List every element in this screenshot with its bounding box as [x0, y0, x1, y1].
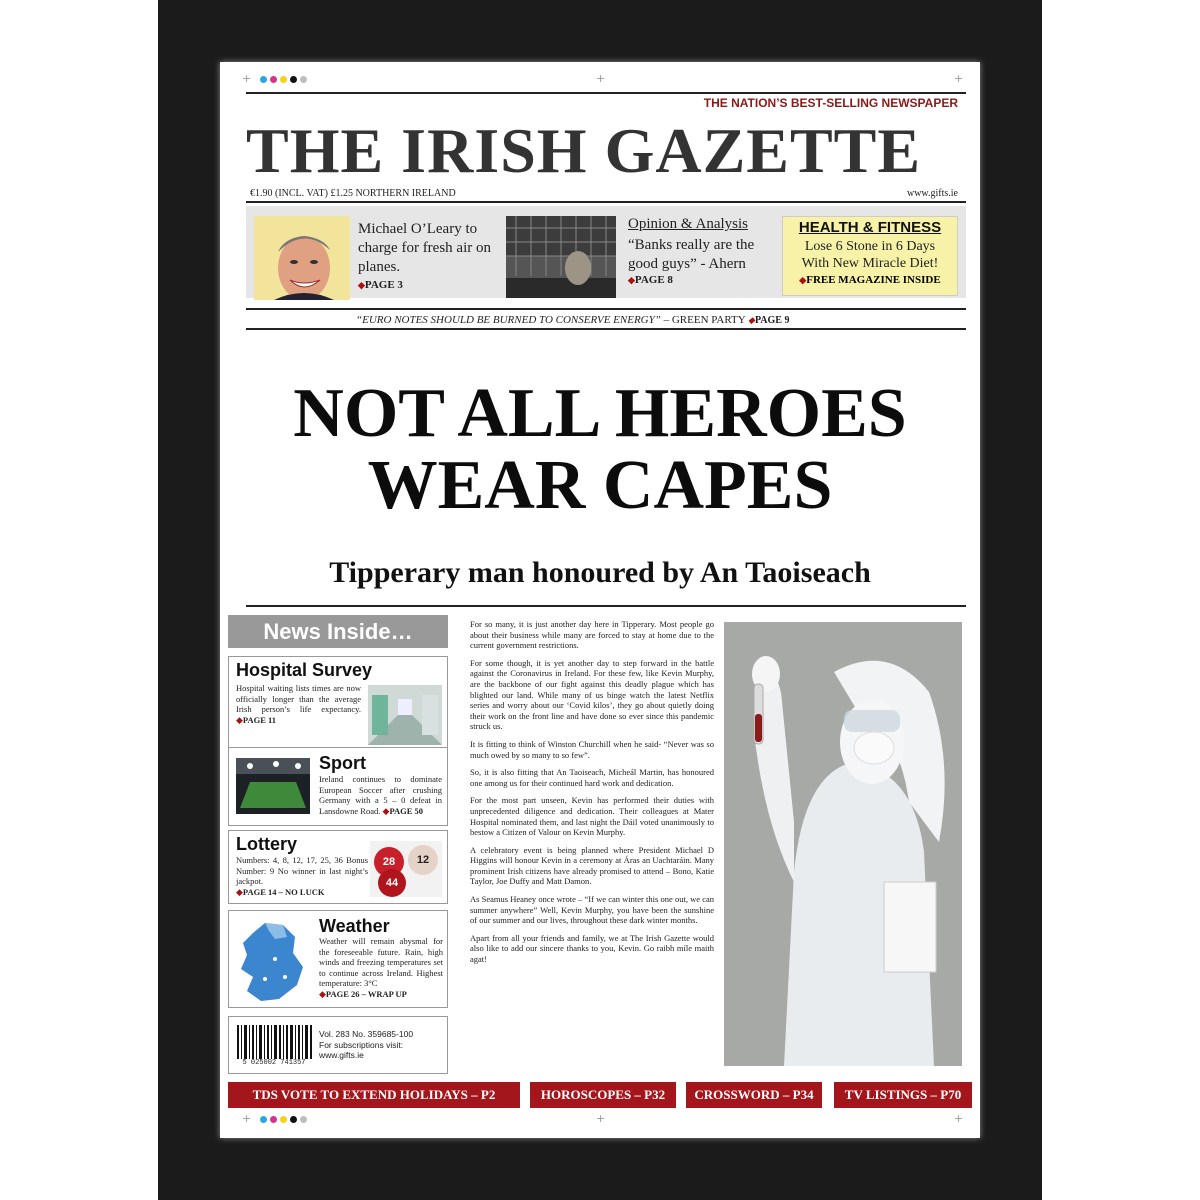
main-headline: NOT ALL HEROES WEAR CAPES [293, 375, 907, 524]
quote-bar: “EURO NOTES SHOULD BE BURNED TO CONSERVE ENERGY” – GREEN PARTY ◆PAGE 9 [356, 314, 790, 326]
page-ref: ◆PAGE 8 [628, 274, 673, 286]
article-paragraph: For so many, it is just another day here in Tipperary. Most people go about their business while many are forced to stay at home due to the current government restrictions. [470, 619, 714, 651]
tagline: THE NATION’S BEST-SELLING NEWSPAPER [703, 96, 958, 110]
article-paragraph: As Seamus Heaney once wrote – “If we can winter this one out, we can summer anywhere” Well, Kevin Murphy, you have been the sunshine of our summer and our lives, throughout these dark winter months. [470, 894, 714, 926]
footer-tag: CROSSWORD – P34 [686, 1082, 822, 1108]
registration-dots [260, 1116, 307, 1123]
scientist-photo [724, 622, 962, 1066]
registration-dot [300, 1116, 307, 1123]
registration-dots [260, 76, 307, 83]
crop-mark-icon: + [954, 72, 964, 85]
teaser-text: Michael O’Leary to charge for fresh air on planes. [358, 221, 491, 275]
registration-dot [260, 76, 267, 83]
divider [246, 308, 966, 310]
box-text: Hospital waiting lists times are now officially longer than the average Irish person’s life expectancy. ◆PAGE 11 [236, 683, 361, 725]
hospital-photo [368, 685, 442, 745]
lottery-photo [370, 841, 442, 897]
box-text: Ireland continues to dominate European Soccer after crushing Germany with a 5 – 0 defeat in Lansdowne Road. ◆PAGE 50 [319, 774, 442, 816]
subscription-info: Vol. 283 No. 359685-100 For subscriptions visit: www.gifts.ie [319, 1029, 414, 1060]
article-body [470, 619, 714, 972]
teaser-bar [246, 206, 966, 298]
teaser-heading: HEALTH & FITNESS [798, 219, 942, 236]
article-paragraph: For some though, it is yet another day to step forward in the battle against the Coronavirus in Ireland. For these few, like Kevin Murphy, are the backbone of our fight against this deadly plague which has blighted our land. While many of us binge watch the latest Netflix series and worry about our ‘Covid kilos’, they go about quietly doing their work on the front line and have done so ever since this pandemic struck us. [470, 657, 714, 732]
box-title: Hospital Survey [236, 660, 373, 680]
registration-dot [300, 76, 307, 83]
lottery-box [228, 830, 448, 904]
lottery-ball: 28 [374, 847, 404, 877]
registration-dot [270, 76, 277, 83]
box-text: Numbers: 4, 8, 12, 17, 25, 36 Bonus Number: 9 No winner in last night’s jackpot. ◆PAGE 14 – NO LUCK [236, 855, 368, 897]
article-paragraph: A celebratory event is being planned where President Michael D Higgins will honour Kevin in a ceremony at Áras an Uachtaráin. Many prominent Irish citizens have already promised to attend – Bono, Katie Taylor, Joe Duffy and Matt Damon. [470, 844, 714, 887]
building-photo [506, 216, 616, 298]
crop-mark-icon: + [596, 72, 606, 85]
masthead-title: THE IRISH GAZETTE [246, 115, 921, 186]
teaser-heading: Opinion & Analysis [628, 216, 749, 232]
article-paragraph: It is fitting to think of Winston Churchill when he said- “Never was so much owed by so many to so few”. [470, 738, 714, 760]
article-paragraph: So, it is also fitting that An Taoiseach, Micheál Martin, has honoured one among us for their continued hard work and dedication. [470, 767, 714, 788]
box-title: Lottery [236, 834, 298, 854]
subheadline: Tipperary man honoured by An Taoiseach [329, 556, 871, 589]
box-title: Weather [319, 916, 390, 936]
footer-tag: HOROSCOPES – P32 [530, 1082, 676, 1108]
divider [246, 201, 966, 203]
divider [246, 328, 966, 330]
article-paragraph: Apart from all your friends and family, we at The Irish Gazette would also like to add our sincere thanks to you, Kevin. Go raibh míle maith agat! [470, 932, 714, 965]
news-inside-header: News Inside… [228, 615, 448, 648]
newspaper-page [220, 62, 980, 1138]
lottery-ball: 12 [408, 845, 438, 875]
article-paragraph: For the most part unseen, Kevin has performed their duties with unprecedented diligence and dedication. Their colleagues at Mater Hospital nominated them, and last night the Dáil voted unanimously to bestow a Citizen of Valour on Kevin Murphy. [470, 795, 714, 838]
registration-dot [290, 1116, 297, 1123]
teaser-text: “Banks really are the good guys” - Ahern [628, 237, 755, 272]
ireland-map-icon [235, 919, 311, 1005]
page-ref: ◆PAGE 3 [358, 279, 403, 291]
portrait-photo [254, 216, 350, 300]
crop-mark-icon: + [954, 1112, 964, 1125]
registration-dot [280, 1116, 287, 1123]
divider [246, 605, 966, 607]
sport-box [228, 748, 448, 826]
registration-dot [270, 1116, 277, 1123]
price-line: €1.90 (INCL. VAT) £1.25 NORTHERN IRELAND [250, 188, 456, 199]
footer-tag: TDS VOTE TO EXTEND HOLIDAYS – P2 [228, 1082, 520, 1108]
barcode-number: 5 025002 741357 [242, 1059, 306, 1067]
footer-tag: TV LISTINGS – P70 [834, 1082, 972, 1108]
hospital-survey-box [228, 656, 448, 748]
weather-box [228, 910, 448, 1008]
crop-mark-icon: + [596, 1112, 606, 1125]
divider [246, 92, 966, 94]
registration-dot [260, 1116, 267, 1123]
registration-dot [290, 76, 297, 83]
page-ref: ◆FREE MAGAZINE INSIDE [799, 274, 941, 286]
stadium-photo [236, 758, 310, 814]
teaser-text: Lose 6 Stone in 6 Days With New Miracle Diet! [801, 239, 939, 271]
box-title: Sport [319, 753, 366, 773]
crop-mark-icon: + [242, 72, 252, 85]
registration-dot [280, 76, 287, 83]
subscription-box [228, 1016, 448, 1074]
lottery-ball: 44 [378, 869, 406, 897]
website: www.gifts.ie [906, 188, 958, 199]
crop-mark-icon: + [242, 1112, 252, 1125]
health-fitness-box [782, 216, 958, 296]
box-text: Weather will remain abysmal for the foreseeable future. Rain, high winds and freezing temperatures set to continue across Ireland. Highest temperature: 3°C ◆PAGE 26 – WRAP UP [319, 936, 443, 999]
